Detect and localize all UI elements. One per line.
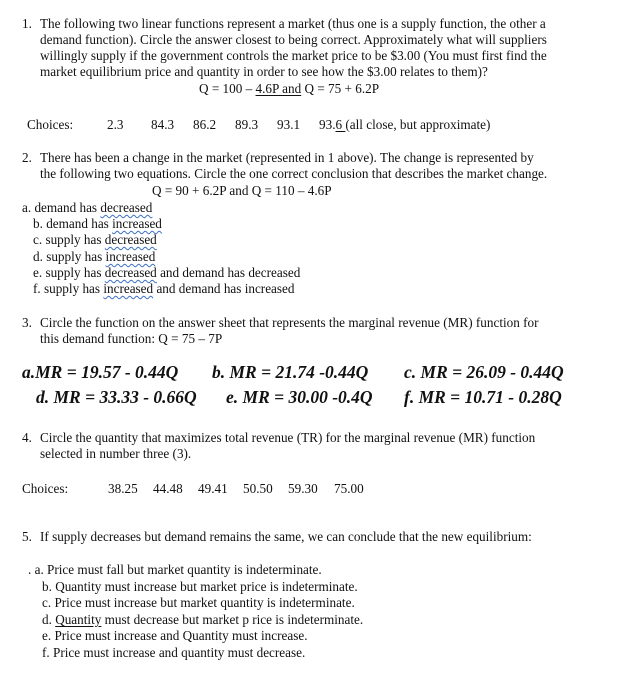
q4-choice[interactable]: 44.48 <box>153 481 183 496</box>
q1-choices-label: Choices: <box>27 117 74 132</box>
q2-option[interactable]: e. supply has decreased and demand has decreased <box>33 265 301 280</box>
q4-choice[interactable]: 75.00 <box>334 481 364 496</box>
q2-option[interactable]: c. supply has decreased <box>33 232 157 247</box>
q1-choice[interactable]: 84.3 <box>151 117 175 132</box>
q3-option[interactable]: c. MR = 26.09 - 0.44Q <box>404 362 564 382</box>
q3-option[interactable]: b. MR = 21.74 -0.44Q <box>212 362 369 382</box>
q3-text-line: Circle the function on the answer sheet that represents the marginal revenue (MR) function for <box>40 315 539 330</box>
q5-option[interactable]: . a. Price must fall but market quantity is indeterminate. <box>28 562 322 577</box>
q1-choice-last[interactable]: 93.6 (all close, but approximate) <box>319 117 491 132</box>
q2-option[interactable]: f. supply has increased and demand has increased <box>33 281 295 296</box>
q3-number: 3. <box>22 315 32 330</box>
q1-choice[interactable]: 93.1 <box>277 117 301 132</box>
q5-option[interactable]: d. Quantity must decrease but market p rice is indeterminate. <box>42 612 364 627</box>
q3-option[interactable]: e. MR = 30.00 -0.4Q <box>226 387 373 407</box>
q1-equation: Q = 100 – 4.6P and Q = 75 + 6.2P <box>199 81 380 96</box>
q2-option[interactable]: a. demand has decreased <box>22 200 153 215</box>
q4-choice[interactable]: 50.50 <box>243 481 273 496</box>
q1-number: 1. <box>22 16 32 31</box>
q4-choice[interactable]: 49.41 <box>198 481 228 496</box>
q3-text-line: this demand function: Q = 75 – 7P <box>40 331 223 346</box>
q5-option[interactable]: c. Price must increase but market quantity is indeterminate. <box>42 595 355 610</box>
q1-text-line: market equilibrium price and quantity in order to see how the $3.00 relates to them)? <box>40 64 488 79</box>
q4-choice[interactable]: 59.30 <box>288 481 318 496</box>
q5-option[interactable]: f. Price must increase and quantity must decrease. <box>42 645 306 660</box>
q5-text-line: If supply decreases but demand remains the same, we can conclude that the new equilibrium: <box>40 529 532 544</box>
q4-choices-label: Choices: <box>22 481 69 496</box>
q2-text-line: the following two equations. Circle the one correct conclusion that describes the market change. <box>40 166 548 181</box>
q2-option[interactable]: d. supply has increased <box>33 249 156 264</box>
q3-row-1 <box>22 364 564 380</box>
q3-option[interactable]: a.MR = 19.57 - 0.44Q <box>22 362 179 382</box>
q4-text-line: selected in number three (3). <box>40 446 192 461</box>
q3-row-2 <box>36 389 562 405</box>
q1-choices <box>27 117 490 133</box>
q1-text-line: demand function). Circle the answer closest to being correct. Approximately what will suppliers <box>40 32 547 47</box>
q2-text-line: There has been a change in the market (represented in 1 above). The change is represented by <box>40 150 534 165</box>
q4-choices <box>22 481 364 497</box>
q5-number: 5. <box>22 529 32 544</box>
q2-option[interactable]: b. demand has increased <box>33 216 162 231</box>
q5-option[interactable]: e. Price must increase and Quantity must increase. <box>42 628 308 643</box>
q2-number: 2. <box>22 150 32 165</box>
q3-option[interactable]: d. MR = 33.33 - 0.66Q <box>36 387 197 407</box>
q2-equation: Q = 90 + 6.2P and Q = 110 – 4.6P <box>152 183 332 198</box>
q4-number: 4. <box>22 430 32 445</box>
q4-text-line: Circle the quantity that maximizes total revenue (TR) for the marginal revenue (MR) function <box>40 430 536 445</box>
q1-choice[interactable]: 89.3 <box>235 117 259 132</box>
q4-choice[interactable]: 38.25 <box>108 481 138 496</box>
q1-choice[interactable]: 2.3 <box>107 117 124 132</box>
q5-option[interactable]: b. Quantity must increase but market price is indeterminate. <box>42 579 358 594</box>
q1-text-line: willingly supply if the government controls the market price to be $3.00 (You must first find the <box>40 48 547 63</box>
q3-option[interactable]: f. MR = 10.71 - 0.28Q <box>404 387 562 407</box>
q1-text-line: The following two linear functions represent a market (thus one is a supply function, the other a <box>40 16 546 31</box>
q1-choice[interactable]: 86.2 <box>193 117 217 132</box>
